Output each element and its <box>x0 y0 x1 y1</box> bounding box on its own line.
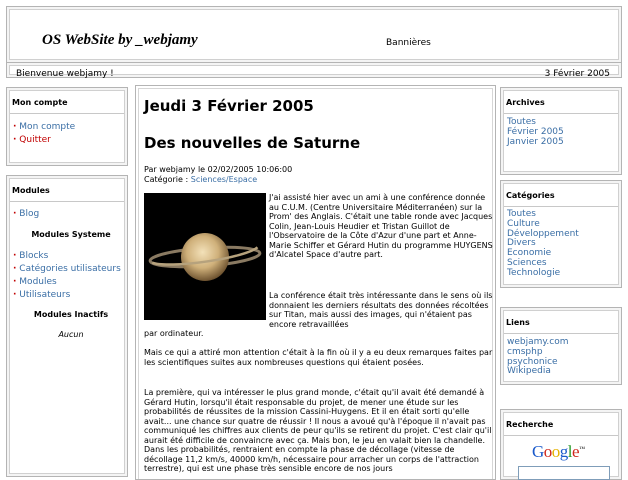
article-category-row <box>144 175 292 185</box>
external-link[interactable]: cmsphp <box>507 346 543 357</box>
modules-block <box>6 175 128 477</box>
divider <box>504 435 618 437</box>
account-block-inner <box>9 90 125 163</box>
external-link[interactable]: psychonice <box>507 356 558 367</box>
article-meta <box>144 165 292 185</box>
account-block <box>6 87 128 166</box>
categories-block-inner <box>503 183 619 285</box>
saturn-image <box>144 193 266 320</box>
saturn-icon <box>144 193 266 320</box>
category-link[interactable]: Economie <box>507 248 552 259</box>
archives-list <box>507 118 564 147</box>
logout-link[interactable]: Quitter <box>19 135 51 145</box>
bullet-icon: · <box>13 264 17 274</box>
archives-block-title: Archives <box>506 98 545 107</box>
google-logo-letter: o <box>543 442 552 461</box>
modules-block-title: Modules <box>12 186 50 195</box>
bullet-icon: · <box>13 251 17 261</box>
welcome-bar <box>6 62 622 78</box>
article-paragraph: J'ai assisté hier avec un ami à une conférence donnée au C.U.M. (Centre Universitaire Méditerranéen) sur la Prom' des Anglais. C'était une table ronde avec Jacques Colin, Jean-Louis Heudier et Tristan Guillot de l'Observatoire de la Côte d'Azur d'une part et Anne-Marie Schiffer et Gérard Hutin du programme HUYGENS d'Alcatel Space d'autre part. <box>269 193 493 259</box>
bullet-icon: · <box>13 135 17 145</box>
module-item[interactable] <box>13 276 121 289</box>
article-paragraph: par ordinateur. <box>144 329 204 338</box>
bullet-icon: · <box>13 122 17 132</box>
module-item[interactable] <box>13 263 121 276</box>
blog-module-link[interactable]: Blog <box>19 209 40 219</box>
categories-block <box>500 180 622 288</box>
google-logo-letter: g <box>559 442 568 461</box>
site-header-inner <box>9 9 619 60</box>
article-paragraph: Mais ce qui a attiré mon attention c'était à la fin où il y a eu deux remarques faites par les scientifiques suites aux nombreuses questions qui étaient posées. <box>144 348 493 367</box>
account-menu-item[interactable] <box>13 134 75 147</box>
modules-module-link[interactable]: Modules <box>19 277 57 287</box>
welcome-bar-inner <box>9 65 619 79</box>
welcome-text: Bienvenue webjamy ! <box>16 69 114 79</box>
external-link[interactable]: Wikipedia <box>507 366 551 377</box>
links-list <box>507 338 569 377</box>
article-title[interactable]: Des nouvelles de Saturne <box>144 134 361 152</box>
main-content <box>135 85 496 480</box>
my-account-link[interactable]: Mon compte <box>19 122 76 132</box>
modules-block-inner <box>9 178 125 474</box>
divider <box>10 113 124 115</box>
system-modules-label: Modules Systeme <box>31 230 111 239</box>
account-menu <box>13 121 75 147</box>
blocks-module-link[interactable]: Blocks <box>19 251 49 261</box>
header-date: 3 Février 2005 <box>544 69 610 79</box>
trademark-mark: ™ <box>579 446 585 453</box>
google-logo[interactable] <box>532 442 584 462</box>
modules-blog-list <box>13 208 39 221</box>
banner-label: Bannières <box>386 38 431 48</box>
bullet-icon: · <box>13 277 17 287</box>
category-link[interactable]: Toutes <box>507 209 536 219</box>
google-logo-letter: G <box>532 442 544 461</box>
bullet-icon: · <box>13 209 17 219</box>
inactive-modules-none: Aucun <box>58 330 84 339</box>
divider <box>504 206 618 208</box>
archive-link[interactable]: Janvier 2005 <box>507 136 564 147</box>
links-block-inner <box>503 310 619 382</box>
account-block-title: Mon compte <box>12 98 68 107</box>
bullet-icon: · <box>13 290 17 300</box>
search-input[interactable] <box>518 466 610 480</box>
account-menu-item[interactable] <box>13 121 75 134</box>
site-header <box>6 6 622 63</box>
external-link[interactable]: webjamy.com <box>507 337 569 347</box>
google-logo-letter: e <box>572 442 580 461</box>
google-logo-letter: o <box>551 442 560 461</box>
archives-block-inner <box>503 90 619 172</box>
divider <box>504 113 618 115</box>
category-link[interactable]: Développement <box>507 228 579 239</box>
date-heading: Jeudi 3 Février 2005 <box>144 97 314 115</box>
article-paragraph: La conférence était très intéressante dans le sens où ils donnaient les derniers résultats des données récoltées sur Titan, mais aussi des images, qui n'étaient pas encore retravaillées <box>269 291 493 329</box>
article-paragraph: La première, qui va intéresser le plus grand monde, c'était qu'il avait été demandé à Gérard Hutin, lorsqu'il était responsable du projet, de mener une étude sur les probabilités de réussites de la mission Cassini-Huygens. Et il en était sorti qu'elle avait... une chance sur quatre de réussir ! Il nous a avoué qu'à l'époque il n'avait pas communiqué les chiffres aux clients de peur qu'ils se retirent du projet. C'est clair qu'il aurait été difficile de convaincre avec ça. Mais bon, le jeu en valait bien la chandelle. Dans les probabilités, rentraient en compte la phase de décollage (vitesse de décollage 11,2 km/s, 40000 km/h, nécessaire pour arracher un corps de l'attraction terrestre), qui est une phase très sensible encore de nos jours <box>144 388 492 473</box>
category-link[interactable]: Divers <box>507 238 536 249</box>
module-item[interactable] <box>13 289 121 302</box>
site-title[interactable]: OS WebSite by _webjamy <box>42 32 198 48</box>
search-block <box>500 409 622 480</box>
category-label: Catégorie : <box>144 175 191 184</box>
categories-block-title: Catégories <box>506 191 555 200</box>
module-item[interactable] <box>13 250 121 263</box>
search-block-title: Recherche <box>506 420 554 429</box>
google-logo-letter: l <box>567 442 573 461</box>
archives-block <box>500 87 622 175</box>
links-block <box>500 307 622 385</box>
categories-list <box>507 210 579 279</box>
category-link[interactable]: Culture <box>507 218 540 229</box>
category-link[interactable]: Sciences <box>507 257 547 268</box>
system-modules-list <box>13 250 121 302</box>
category-link[interactable]: Technologie <box>507 267 561 278</box>
main-content-inner <box>138 88 493 479</box>
users-module-link[interactable]: Utilisateurs <box>19 290 71 300</box>
article-author-date: Par webjamy le 02/02/2005 10:06:00 <box>144 165 293 174</box>
category-link[interactable]: Sciences/Espace <box>190 175 258 184</box>
google-logo-text <box>532 442 579 461</box>
archive-link[interactable]: Février 2005 <box>507 126 564 137</box>
divider <box>10 201 124 203</box>
module-item[interactable] <box>13 208 39 221</box>
search-block-inner <box>503 412 619 477</box>
archive-link[interactable]: Toutes <box>507 117 536 127</box>
inactive-modules-label: Modules Inactifs <box>33 310 109 319</box>
divider <box>504 333 618 335</box>
user-categories-module-link[interactable]: Catégories utilisateurs <box>19 264 121 274</box>
links-block-title: Liens <box>506 318 530 327</box>
